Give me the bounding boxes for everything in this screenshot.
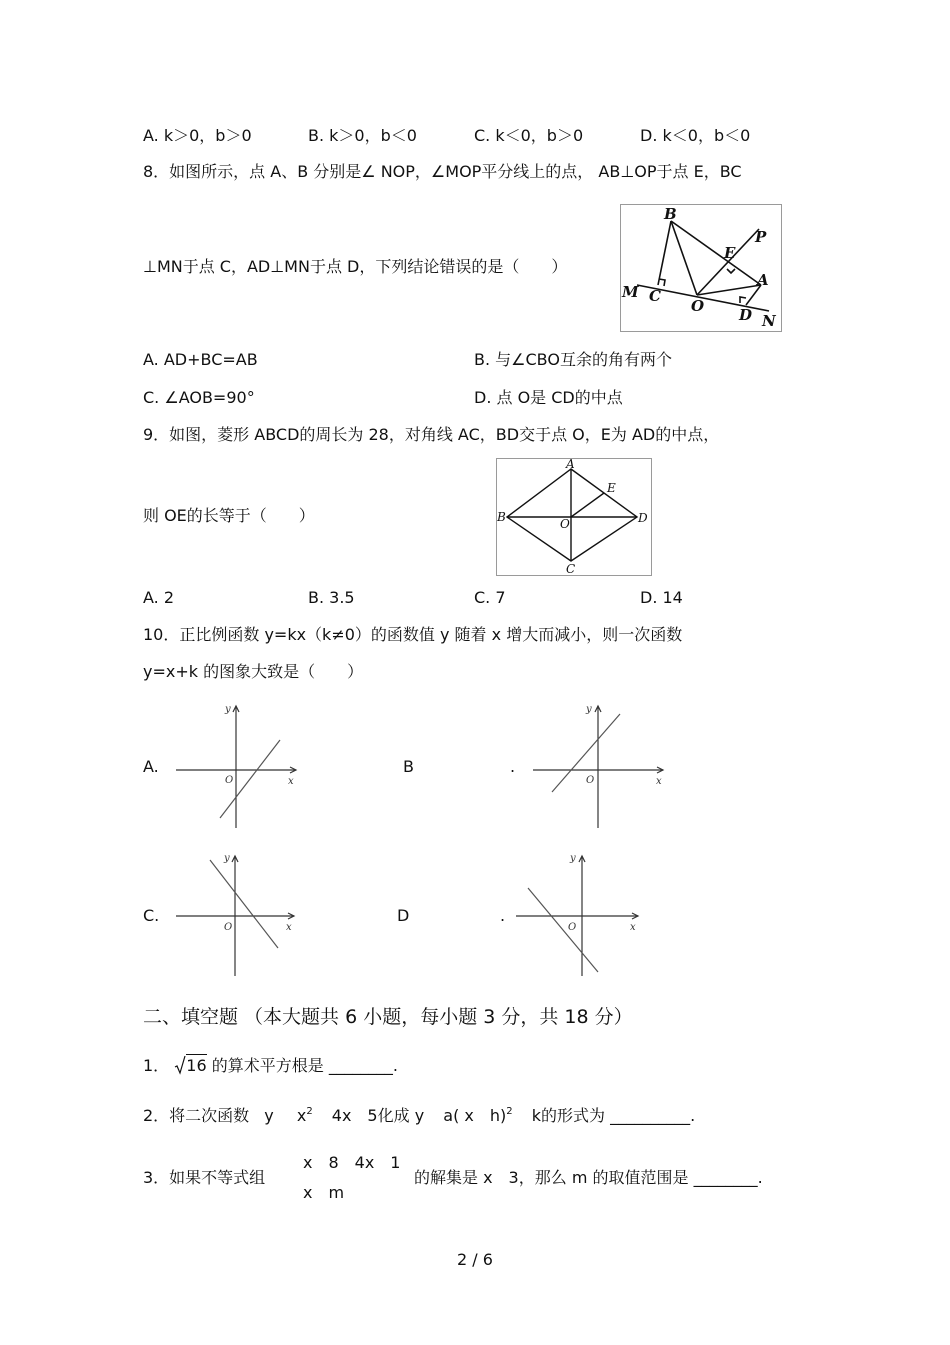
fill-q2-x: x [296,1106,307,1125]
q10-d-origin-label: O [568,922,577,933]
q9-option-d: D. 14 [640,588,683,607]
q8-option-a: A. AD+BC=AB [143,350,258,369]
q10-graph-d [510,850,645,984]
sqrt-symbol [174,1055,206,1076]
fill-q2-prefix: 2．将二次函数 [143,1106,250,1125]
q9-label-o: O [560,517,570,531]
q9-option-b: B. 3.5 [308,588,355,607]
q9-label-c: C [566,562,576,575]
fill-q2-rest: k的形式为 __________. [531,1106,696,1125]
q10-graph-b [527,700,667,836]
q7-option-d: D. k＜0，b＜0 [640,126,751,145]
fill-q2-vertex: a( x h) [443,1106,507,1125]
q9-figure [496,458,652,576]
q9-stem-line1: 9．如图，菱形 ABCD的周长为 28，对角线 AC，BD交于点 O，E为 AD的中点， [143,425,720,444]
q10-b-origin-label: O [586,775,595,786]
fill-q2-square: 2 [306,1106,313,1117]
q8-label-b: B [664,205,677,223]
q10-option-c-label: C. [143,906,160,925]
fill-q1 [143,1055,398,1076]
fill-q3-inequality-2: x m [303,1183,345,1202]
q10-c-y-label: y [224,853,230,864]
fill-q2-y: y [264,1106,274,1125]
q9-rhombus-diagram [497,459,651,575]
q10-b-x-label: x [656,776,662,787]
section2-title: 二、填空题 （本大题共 6 小题，每小题 3 分，共 18 分） [143,1006,633,1028]
q10-d-y-label: y [570,853,576,864]
q8-label-a: A [757,271,769,289]
q10-a-y-label: y [225,704,231,715]
q10-b-y-label: y [586,704,592,715]
q8-option-d: D. 点 O是 CD的中点 [474,388,623,407]
q7-option-a: A. k＞0，b＞0 [143,126,252,145]
q9-label-a: A [566,459,575,471]
q9-option-c: C. 7 [474,588,506,607]
q10-c-x-label: x [286,922,292,933]
q10-option-a-label: A. [143,757,159,776]
q9-option-a: A. 2 [143,588,175,607]
q9-stem-line2: 则 OE的长等于（ ） [143,506,315,525]
q8-stem-line2: ⊥MN于点 C，AD⊥MN于点 D，下列结论错误的是（ ） [143,257,568,276]
fill-q1-radicand: 16 [186,1056,207,1075]
q10-graph-a [170,700,305,836]
q10-option-b-dot: . [510,757,516,776]
fill-q1-number: 1． [143,1056,170,1075]
q10-option-b-label: B [403,757,414,776]
q10-option-d-dot: . [500,906,506,925]
fill-q2-tail: 4x 5化成 y [331,1106,425,1125]
q9-label-b: B [497,510,506,524]
fill-q3-prefix: 3．如果不等式组 [143,1168,266,1187]
q8-label-c: C [649,287,661,305]
q10-d-x-label: x [630,922,636,933]
q10-stem-line1: 10．正比例函数 y=kx（k≠0）的函数值 y 随着 x 增大而减小，则一次函数 [143,625,683,644]
q7-option-b: B. k＞0，b＜0 [308,126,417,145]
q8-label-p: P [755,228,767,246]
q8-label-m: M [622,283,639,301]
q8-option-b: B. 与∠CBO互余的角有两个 [474,350,672,369]
q10-stem-line2: y=x+k 的图象大致是（ ） [143,662,364,681]
fill-q2-vertex-square: 2 [506,1106,513,1117]
q9-label-e: E [607,481,616,495]
q8-geometry-diagram [621,205,781,331]
radical-icon [174,1055,186,1075]
fill-q3-rest: 的解集是 x 3，那么 m 的取值范围是 ________. [414,1168,763,1187]
q10-a-x-label: x [288,776,294,787]
q8-label-o: O [691,297,705,315]
fill-q2 [143,1106,695,1129]
q8-label-d: D [739,306,753,324]
q8-option-c: C. ∠AOB=90° [143,388,255,407]
q9-label-d: D [638,511,648,525]
q8-label-n: N [762,312,776,330]
q10-graph-c [170,850,300,984]
q8-label-e: E [724,244,736,262]
q7-option-c: C. k＜0，b＞0 [474,126,584,145]
q8-figure [620,204,782,332]
q10-c-origin-label: O [224,922,233,933]
page-number: 2 / 6 [457,1250,493,1269]
fill-q3-inequality-1: x 8 4x 1 [303,1153,401,1172]
q10-a-origin-label: O [225,775,234,786]
q8-stem-line1: 8．如图所示，点 A、B 分别是∠ NOP，∠MOP平分线上的点， AB⊥OP于点 E，BC [143,162,742,181]
fill-q1-rest: 的算术平方根是 ________. [211,1056,398,1075]
q10-option-d-label: D [397,906,410,925]
